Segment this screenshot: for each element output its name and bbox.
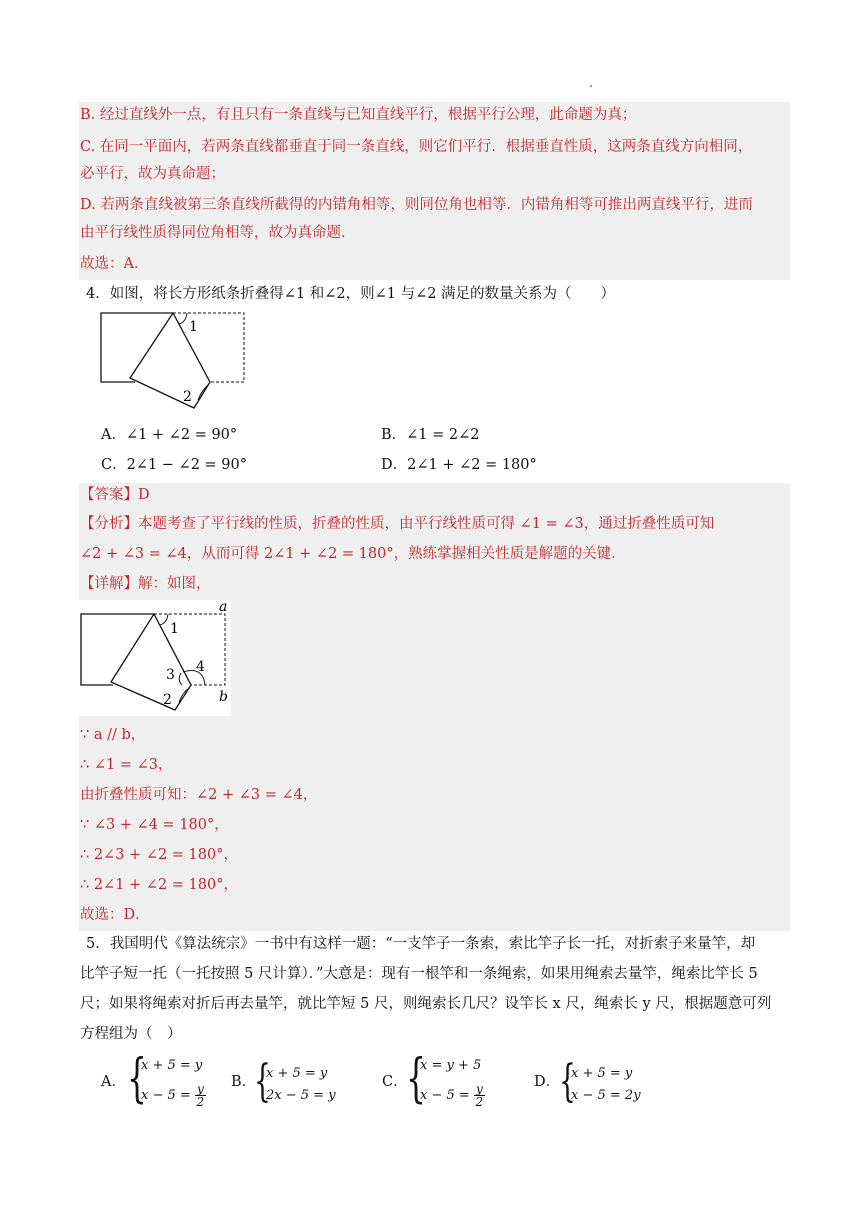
q5-stem-1: 5．我国明代《算法统宗》一书中有这样一题：“一支竿子一条索，索比竿子长一托，对折索子来量竿，却	[86, 936, 756, 952]
q5-a-eq2	[141, 1083, 206, 1108]
q4-step-5: ∴ 2∠3 + ∠2 = 180°，	[80, 847, 238, 863]
q5-a-brace: {	[127, 1049, 147, 1109]
q5-a-fraction	[195, 1083, 206, 1108]
q4-step-4: ∵ ∠3 + ∠4 = 180°，	[80, 817, 229, 833]
q5-stem-3: 尺；如果将绳索对折后再去量竿，就比竿短 5 尺，则绳索长几尺？设竿长 x 尺，绳索长 y 尺，根据题意可列	[80, 996, 772, 1012]
fig-strip-solid	[101, 313, 173, 382]
fig2-label-b: b	[219, 689, 228, 705]
q3-option-b-analysis: B. 经过直线外一点，有且只有一条直线与已知直线平行，根据平行公理，此命题为真；	[80, 107, 637, 123]
fig-angle-1-arc	[179, 313, 187, 324]
q4-analysis-1: 【分析】本题考查了平行线的性质，折叠的性质，由平行线性质可得 ∠1 = ∠3，通过折叠性质可知	[80, 516, 715, 532]
q4-analysis-2: ∠2 + ∠3 = ∠4，从而可得 2∠1 + ∠2 = 180°，熟练掌握相关性质是解题的关键．	[80, 546, 626, 562]
q5-option-c-label: C．	[382, 1074, 408, 1090]
fig-label-1: 1	[189, 319, 198, 335]
q5-d-eq2: x − 5 = 2y	[571, 1088, 641, 1103]
q4-stem: 4．如图，将长方形纸条折叠得∠1 和∠2，则∠1 与∠2 满足的数量关系为（ ）	[86, 286, 616, 302]
q4-step-3: 由折叠性质可知：∠2 + ∠3 = ∠4，	[80, 787, 318, 803]
q5-c-eq1: x = y + 5	[420, 1058, 482, 1073]
q4-figure	[98, 310, 248, 414]
q4-option-a[interactable]: A．∠1 + ∠2 = 90°	[101, 427, 238, 443]
q5-d-eq1: x + 5 = y	[571, 1066, 633, 1081]
q5-b-eq1: x + 5 = y	[266, 1066, 328, 1081]
q5-b-eq2: 2x − 5 = y	[266, 1088, 336, 1103]
q5-a-eq1: x + 5 = y	[141, 1058, 203, 1073]
q5-a-den: 2	[196, 1095, 205, 1109]
q5-c-den: 2	[475, 1095, 484, 1109]
q3-option-d-analysis-1: D. 若两条直线被第三条直线所截得的内错角相等，则同位角也相等．内错角相等可推出两直线平行，进而	[80, 197, 753, 213]
q4-step-7: 故选：D．	[80, 907, 150, 923]
q5-stem-2: 比竿子短一托（一托按照 5 尺计算）．”大意是：现有一根竿和一条绳索，如果用绳索去量竿，绳索比竿长 5	[80, 966, 758, 982]
q3-analysis-band	[79, 102, 790, 280]
q5-option-b-label: B．	[231, 1074, 257, 1090]
q5-option-a-label: A．	[101, 1074, 126, 1090]
page-dot	[590, 85, 592, 87]
q4-answer: 【答案】D	[80, 487, 150, 503]
q3-option-c-analysis-2: 必平行，故为真命题；	[80, 166, 225, 182]
q4-step-1: ∵ a // b，	[80, 727, 146, 743]
q5-c-eq2-left: x − 5 =	[420, 1088, 470, 1103]
fig2-label-3: 3	[166, 667, 175, 683]
q5-option-b[interactable]	[231, 1072, 256, 1092]
q5-option-c[interactable]	[382, 1072, 408, 1092]
fig-label-2: 2	[183, 389, 192, 405]
q4-option-c[interactable]: C．2∠1 − ∠2 = 90°	[101, 457, 248, 473]
q5-c-fraction	[474, 1083, 485, 1108]
q5-option-d[interactable]	[534, 1072, 560, 1092]
q5-option-d-label: D．	[534, 1074, 561, 1090]
fig2-background	[79, 600, 231, 716]
q5-c-num: y	[475, 1082, 483, 1096]
fig2-label-2: 2	[163, 692, 172, 708]
q4-solution-figure	[79, 600, 231, 716]
q4-step-2: ∴ ∠1 = ∠3，	[80, 757, 173, 773]
fig2-label-1: 1	[170, 621, 179, 637]
q4-detail: 【详解】解：如图，	[80, 576, 211, 592]
fig-strip-dashed	[173, 313, 244, 382]
q5-stem-4: 方程组为（ ）	[80, 1026, 182, 1042]
q3-option-d-analysis-2: 由平行线性质得同位角相等，故为真命题．	[80, 225, 356, 241]
q4-option-b[interactable]: B．∠1 = 2∠2	[381, 427, 480, 443]
q3-choice: 故选：A．	[80, 256, 149, 272]
fig2-label-4: 4	[196, 659, 205, 675]
q4-option-d[interactable]: D．2∠1 + ∠2 = 180°	[381, 457, 537, 473]
q5-a-eq2-left: x − 5 =	[141, 1088, 191, 1103]
q5-c-eq2	[420, 1083, 485, 1108]
q4-step-6: ∴ 2∠1 + ∠2 = 180°，	[80, 877, 238, 893]
q5-a-num: y	[196, 1082, 204, 1096]
fig-folded-part	[130, 313, 210, 408]
q5-d-brace: {	[559, 1056, 576, 1107]
q5-c-brace: {	[406, 1049, 426, 1109]
q5-option-a[interactable]	[101, 1072, 126, 1092]
fig2-label-a: a	[219, 600, 228, 615]
q3-option-c-analysis-1: C. 在同一平面内，若两条直线都垂直于同一条直线，则它们平行．根据垂直性质，这两条直线方向相同，	[80, 139, 753, 155]
q5-b-brace: {	[254, 1056, 271, 1107]
